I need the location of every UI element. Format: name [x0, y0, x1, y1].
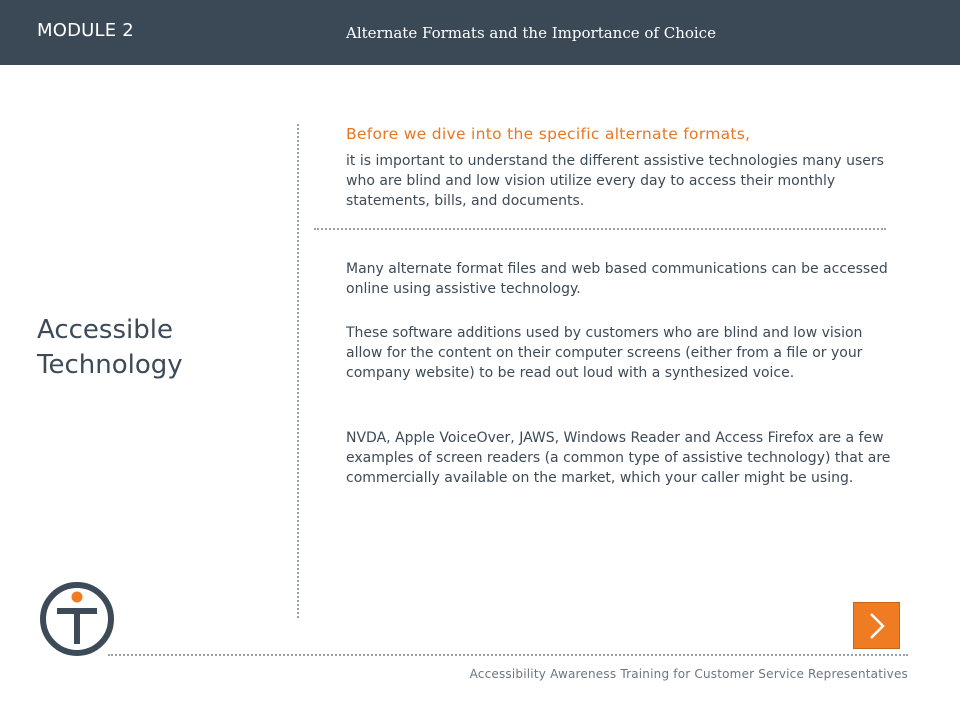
- chevron-right-icon: [866, 611, 888, 641]
- body-paragraph-3: NVDA, Apple VoiceOver, JAWS, Windows Reader and Access Firefox are a few examples of screen readers (a common type of assistive technology) that are commercially available on the market, which your caller might be using.: [346, 430, 891, 486]
- footer-divider: [108, 654, 908, 656]
- intro-text: it is important to understand the different assistive technologies many users who are blind and low vision utilize every day to access their monthly statements, bills, and documents.: [346, 153, 884, 209]
- header-bar: [0, 0, 960, 65]
- body-paragraph-2: These software additions used by customers who are blind and low vision allow for the content on their computer screens (either from a file or your company website) to be read out loud with a synthesized voice.: [346, 325, 863, 381]
- module-title: Alternate Formats and the Importance of Choice: [346, 24, 716, 42]
- horizontal-divider: [314, 228, 886, 230]
- intro-heading: Before we dive into the specific alternate formats,: [346, 125, 751, 143]
- section-title: Accessible Technology: [37, 315, 183, 380]
- accessibility-logo-icon: [38, 580, 116, 658]
- body-paragraph-1: Many alternate format files and web based communications can be accessed online using assistive technology.: [346, 261, 888, 297]
- module-label: MODULE 2: [37, 20, 134, 41]
- next-button[interactable]: [853, 602, 900, 649]
- vertical-divider: [297, 124, 299, 618]
- footer-text: Accessibility Awareness Training for Customer Service Representatives: [469, 667, 908, 681]
